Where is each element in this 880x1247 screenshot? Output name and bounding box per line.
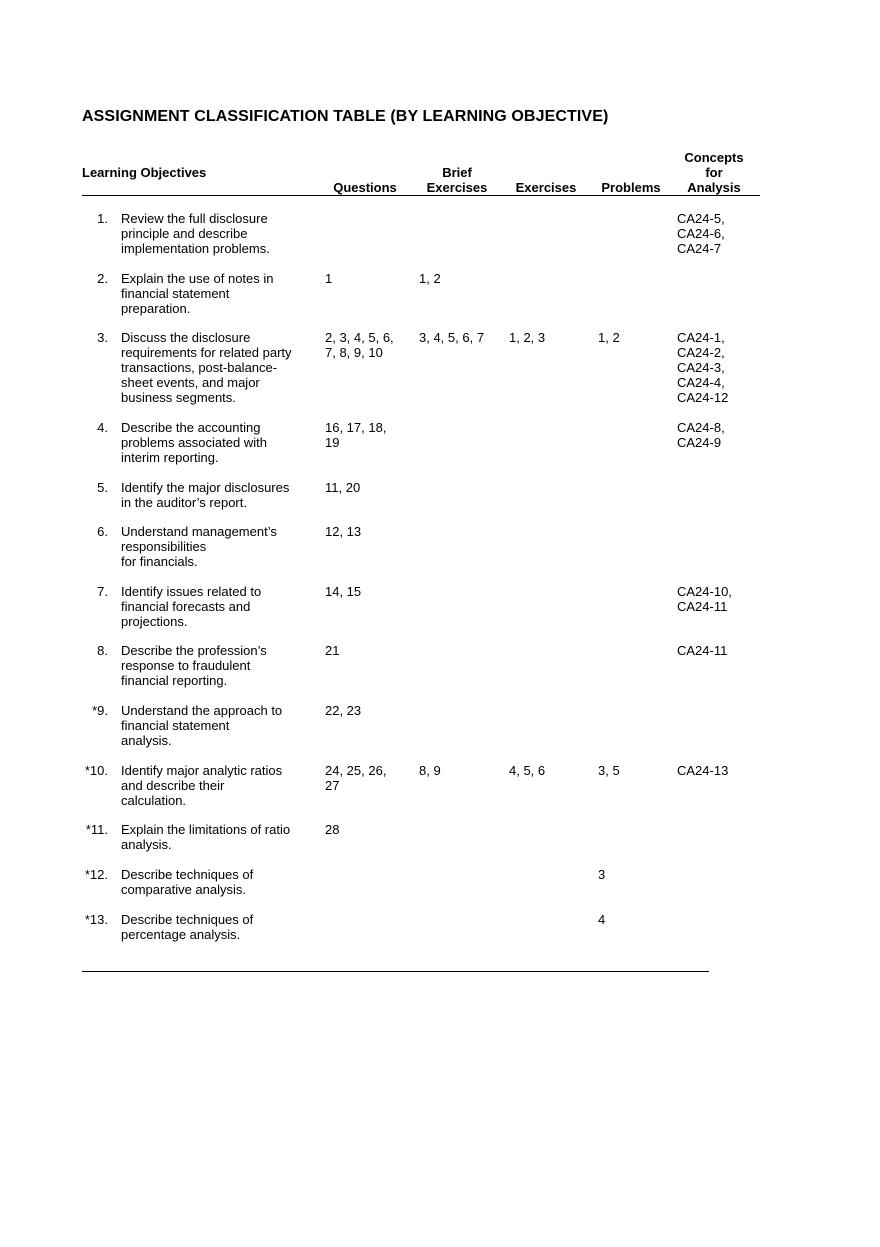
objective-text: Understand the approach to financial statement analysis. (121, 703, 283, 748)
problems-cell: 3 (598, 867, 606, 882)
objective-text: Understand management’s responsibilities for financials. (121, 524, 277, 569)
brief-exercises-cell: 1, 2 (419, 271, 441, 286)
questions-cell: 24, 25, 26, 27 (325, 763, 387, 793)
objective-text: Explain the use of notes in financial statement preparation. (121, 271, 274, 316)
objective-number: *10. (84, 763, 108, 778)
header-brief-exercises: Brief Exercises (426, 165, 488, 195)
questions-cell: 22, 23 (325, 703, 362, 718)
concepts-cell: CA24-5, CA24-6, CA24-7 (677, 211, 725, 256)
objective-number: 6. (97, 524, 108, 539)
objective-text: Explain the limitations of ratio analysis. (121, 822, 291, 852)
brief-exercises-cell: 3, 4, 5, 6, 7 (419, 330, 485, 345)
page-title: ASSIGNMENT CLASSIFICATION TABLE (BY LEARNING OBJECTIVE) (82, 108, 609, 125)
table-bottom-rule (82, 971, 709, 972)
objective-number: 4. (97, 420, 108, 435)
header-questions: Questions (333, 180, 397, 195)
objective-text: Discuss the disclosure requirements for related party transactions, post-balance- sheet events, and major business segments. (121, 330, 292, 405)
objective-number: *12. (84, 867, 108, 882)
objective-number: 5. (97, 480, 108, 495)
concepts-cell: CA24-1, CA24-2, CA24-3, CA24-4, CA24-12 (677, 330, 729, 405)
questions-cell: 1 (325, 271, 333, 286)
objective-text: Identify major analytic ratios and describe their calculation. (121, 763, 283, 808)
questions-cell: 28 (325, 822, 340, 837)
objective-text: Identify issues related to financial forecasts and projections. (121, 584, 262, 629)
concepts-cell: CA24-8, CA24-9 (677, 420, 725, 450)
objective-text: Review the full disclosure principle and describe implementation problems. (121, 211, 270, 256)
exercises-cell: 1, 2, 3 (509, 330, 546, 345)
problems-cell: 4 (598, 912, 606, 927)
objective-number: *13. (84, 912, 108, 927)
objective-number: 3. (97, 330, 108, 345)
objective-text: Describe the profession’s response to fraudulent financial reporting. (121, 643, 267, 688)
questions-cell: 12, 13 (325, 524, 362, 539)
objective-text: Describe techniques of comparative analysis. (121, 867, 254, 897)
brief-exercises-cell: 8, 9 (419, 763, 441, 778)
problems-cell: 3, 5 (598, 763, 620, 778)
questions-cell: 2, 3, 4, 5, 6, 7, 8, 9, 10 (325, 330, 394, 360)
concepts-cell: CA24-13 (677, 763, 729, 778)
questions-cell: 14, 15 (325, 584, 362, 599)
concepts-cell: CA24-10, CA24-11 (677, 584, 732, 614)
objective-number: *11. (85, 822, 108, 837)
concepts-cell: CA24-11 (677, 643, 728, 658)
header-divider (82, 195, 760, 196)
objective-number: *9. (92, 703, 108, 718)
header-problems: Problems (601, 180, 661, 195)
questions-cell: 16, 17, 18, 19 (325, 420, 387, 450)
objective-number: 2. (97, 271, 108, 286)
objective-number: 8. (97, 643, 108, 658)
header-learning-objectives: Learning Objectives (82, 165, 207, 180)
objective-text: Identify the major disclosures in the auditor’s report. (121, 480, 290, 510)
header-exercises: Exercises (515, 180, 577, 195)
objective-text: Describe techniques of percentage analysis. (121, 912, 254, 942)
questions-cell: 11, 20 (325, 480, 361, 495)
questions-cell: 21 (325, 643, 340, 658)
objective-text: Describe the accounting problems associated with interim reporting. (121, 420, 267, 465)
exercises-cell: 4, 5, 6 (509, 763, 546, 778)
objective-number: 7. (97, 584, 108, 599)
header-concepts-for-analysis: Concepts for Analysis (684, 150, 744, 195)
problems-cell: 1, 2 (598, 330, 620, 345)
objective-number: 1. (97, 211, 108, 226)
